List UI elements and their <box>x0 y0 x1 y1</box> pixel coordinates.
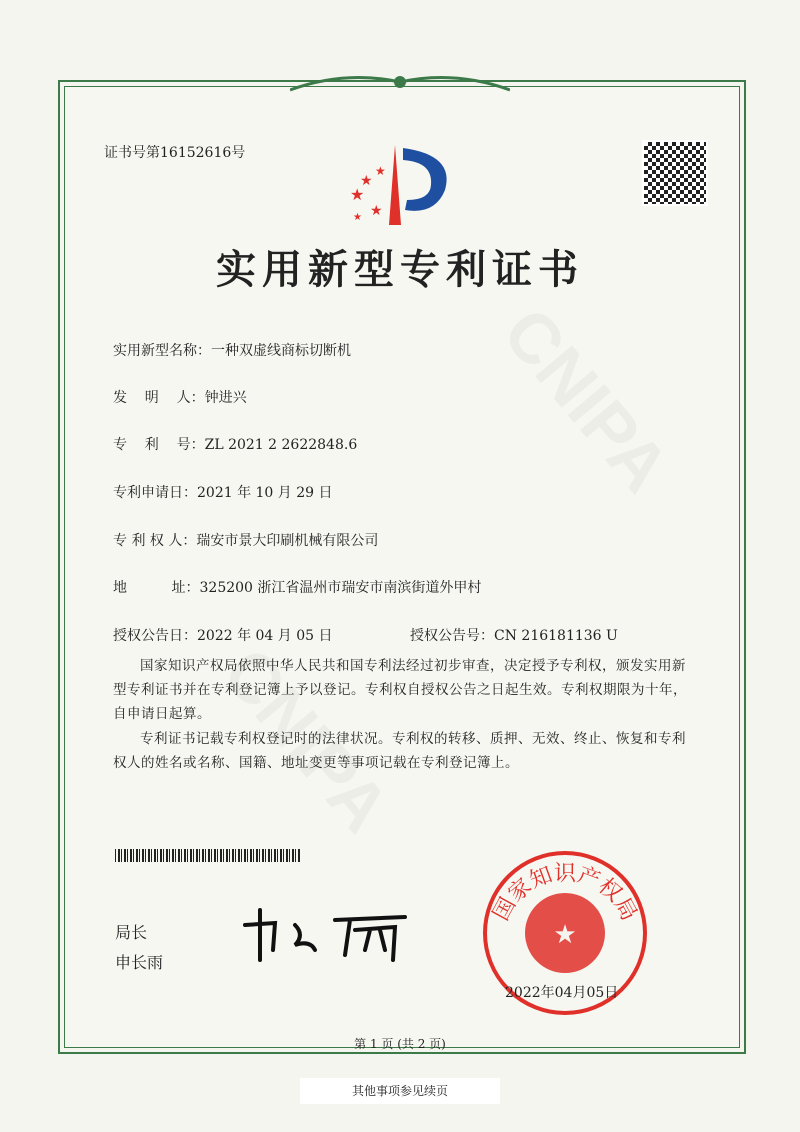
field-patentee: 专 利 权 人：瑞安市景大印刷机械有限公司 <box>113 533 379 549</box>
page-info: 第 1 页 (共 2 页) <box>354 1037 446 1051</box>
barcode <box>115 849 300 862</box>
director-name: 申长雨 <box>115 953 164 972</box>
paragraph: 专利证书记载专利权登记时的法律状况。专利权的转移、质押、无效、终止、恢复和专利权人的姓名或名称、国籍、地址变更等事项记载在专利登记簿上。 <box>113 731 686 771</box>
svg-text:★: ★ <box>353 212 362 223</box>
field-name: 实用新型名称：一种双虚线商标切断机 <box>113 343 351 359</box>
svg-text:★: ★ <box>360 173 373 189</box>
svg-text:★: ★ <box>553 920 577 950</box>
qr-code <box>642 140 708 206</box>
svg-text:★: ★ <box>375 164 386 178</box>
svg-text:国家知识产权局: 国家知识产权局 <box>488 861 642 926</box>
field-address: 地 址：325200 浙江省温州市瑞安市南滨街道外甲村 <box>113 580 482 596</box>
paragraph: 国家知识产权局依照中华人民共和国专利法经过初步审查，决定授予专利权，颁发实用新型专利证书并在专利登记簿上予以登记。专利权自授权公告之日起生效。专利权期限为十年，自申请日起算。 <box>113 658 687 722</box>
certificate-number: 证书号第16152616号 <box>104 145 246 161</box>
svg-text:★: ★ <box>350 185 365 204</box>
seal-date: 2022年04月05日 <box>505 985 619 1001</box>
field-filing-date: 专利申请日：2021 年 10 月 29 日 <box>113 485 333 501</box>
director-title: 局长 <box>115 923 148 942</box>
signature <box>235 905 415 965</box>
field-publication-number: 授权公告号：CN 216181136 U <box>410 628 618 644</box>
continued-note: 其他事项参见续页 <box>300 1078 500 1104</box>
ornament-top <box>290 70 510 94</box>
svg-text:★: ★ <box>370 203 383 219</box>
field-inventor: 发 明 人：钟进兴 <box>113 390 247 406</box>
certificate-title: 实用新型专利证书 <box>216 246 584 293</box>
cnipa-logo <box>345 140 465 230</box>
field-grant-date: 授权公告日：2022 年 04 月 05 日 <box>113 628 333 644</box>
field-patent-number: 专 利 号：ZL 2021 2 2622848.6 <box>113 437 358 453</box>
